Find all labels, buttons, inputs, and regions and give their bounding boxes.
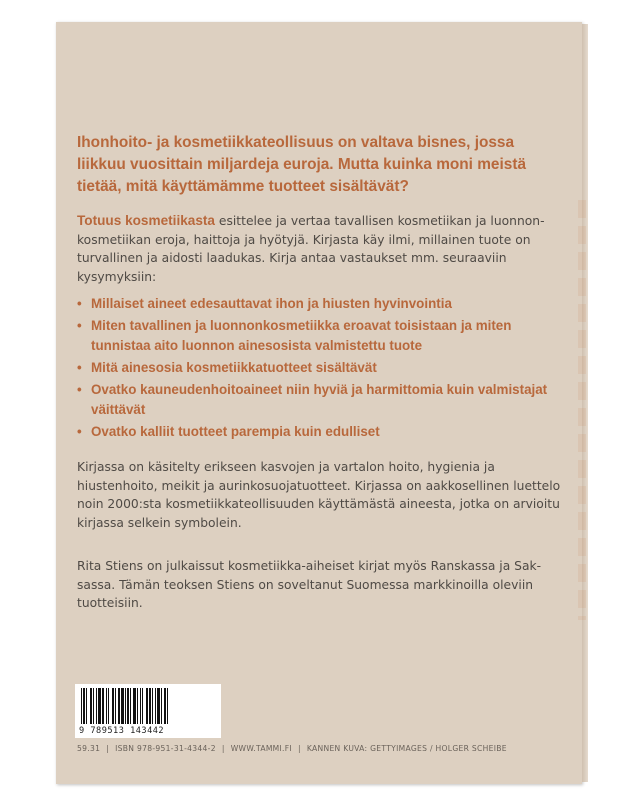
list-item-text: Miten tavallinen ja luonnonkosmetiikka eroavat toisistaan ja miten tunnistaa aito luonnon ainesosista valmistettu tuote xyxy=(91,318,512,353)
contents-paragraph: Kirjassa on käsitelty erikseen kasvojen ja vartalon hoito, hygienia ja hiustenhoito, meikit ja aurinkosuojatuotteet. Kirjassa on aakkosellinen luettelo noin 2000:sta kosmetiikkateollisuuden käyttämästä aineesta, jotka on arvioitu kirjassa selkein symbolein. xyxy=(77,460,561,530)
bullet-icon: • xyxy=(77,382,82,397)
barcode xyxy=(75,684,221,738)
intro-text: Ihonhoito- ja kosmetiikkateollisuus on valtava bisnes, jossa liikkuu vuosittain miljardeja euroja. Mutta kuinka moni meistä tietää, mitä käyttämämme tuotteet sisältävät? xyxy=(77,134,527,195)
list-item xyxy=(77,316,567,356)
bullet-icon: • xyxy=(77,296,82,311)
bullet-icon: • xyxy=(77,360,82,375)
footer-info xyxy=(77,744,577,753)
author-paragraph: Rita Stiens on julkaissut kosmetiikka-aiheiset kirjat myös Ranskassa ja Saksassa. Tämän teoksen Stiens on soveltanut Suomessa markkinoilla oleviin tuotteisiin. xyxy=(77,559,542,610)
bullet-icon: • xyxy=(77,318,82,333)
question-list xyxy=(77,294,567,444)
list-item-text: Millaiset aineet edesauttavat ihon ja hiusten hyvinvointia xyxy=(91,296,452,311)
book-title: Totuus kosmetiikasta xyxy=(77,213,215,228)
list-item xyxy=(77,358,567,378)
description-paragraph xyxy=(77,212,565,286)
isbn: ISBN 978-951-31-4344-2 xyxy=(115,744,216,753)
list-item xyxy=(77,294,567,314)
cover-credit: KANNEN KUVA: GETTYIMAGES / HOLGER SCHEIBE xyxy=(306,744,507,753)
class-code: 59.31 xyxy=(77,744,101,753)
description-text: esittelee ja vertaa tavallisen kosmetiikan ja luonnonkosmetiikan eroja, haittoja ja hyötyjä. Kirjasta käy ilmi, millainen tuote on turvallinen ja aidosti laadukas. Kirja antaa vastaukset mm. seuraaviin kysymyksiin: xyxy=(77,214,545,284)
bullet-icon: • xyxy=(77,424,82,439)
list-item-text: Ovatko kalliit tuotteet parempia kuin edulliset xyxy=(91,424,380,439)
footer-separator: | xyxy=(297,744,301,753)
list-item xyxy=(77,380,567,420)
spine-decoration xyxy=(578,200,586,620)
footer-separator: | xyxy=(221,744,225,753)
footer-separator: | xyxy=(106,744,110,753)
barcode-bars-icon xyxy=(79,688,217,724)
list-item xyxy=(77,422,567,442)
publisher-website: WWW.TAMMI.FI xyxy=(230,744,292,753)
barcode-number: 9 789513 143442 xyxy=(79,726,165,736)
list-item-text: Mitä ainesosia kosmetiikkatuotteet sisältävät xyxy=(91,360,377,375)
list-item-text: Ovatko kauneudenhoitoaineet niin hyviä ja harmittomia kuin valmistajat väittävät xyxy=(91,382,548,417)
